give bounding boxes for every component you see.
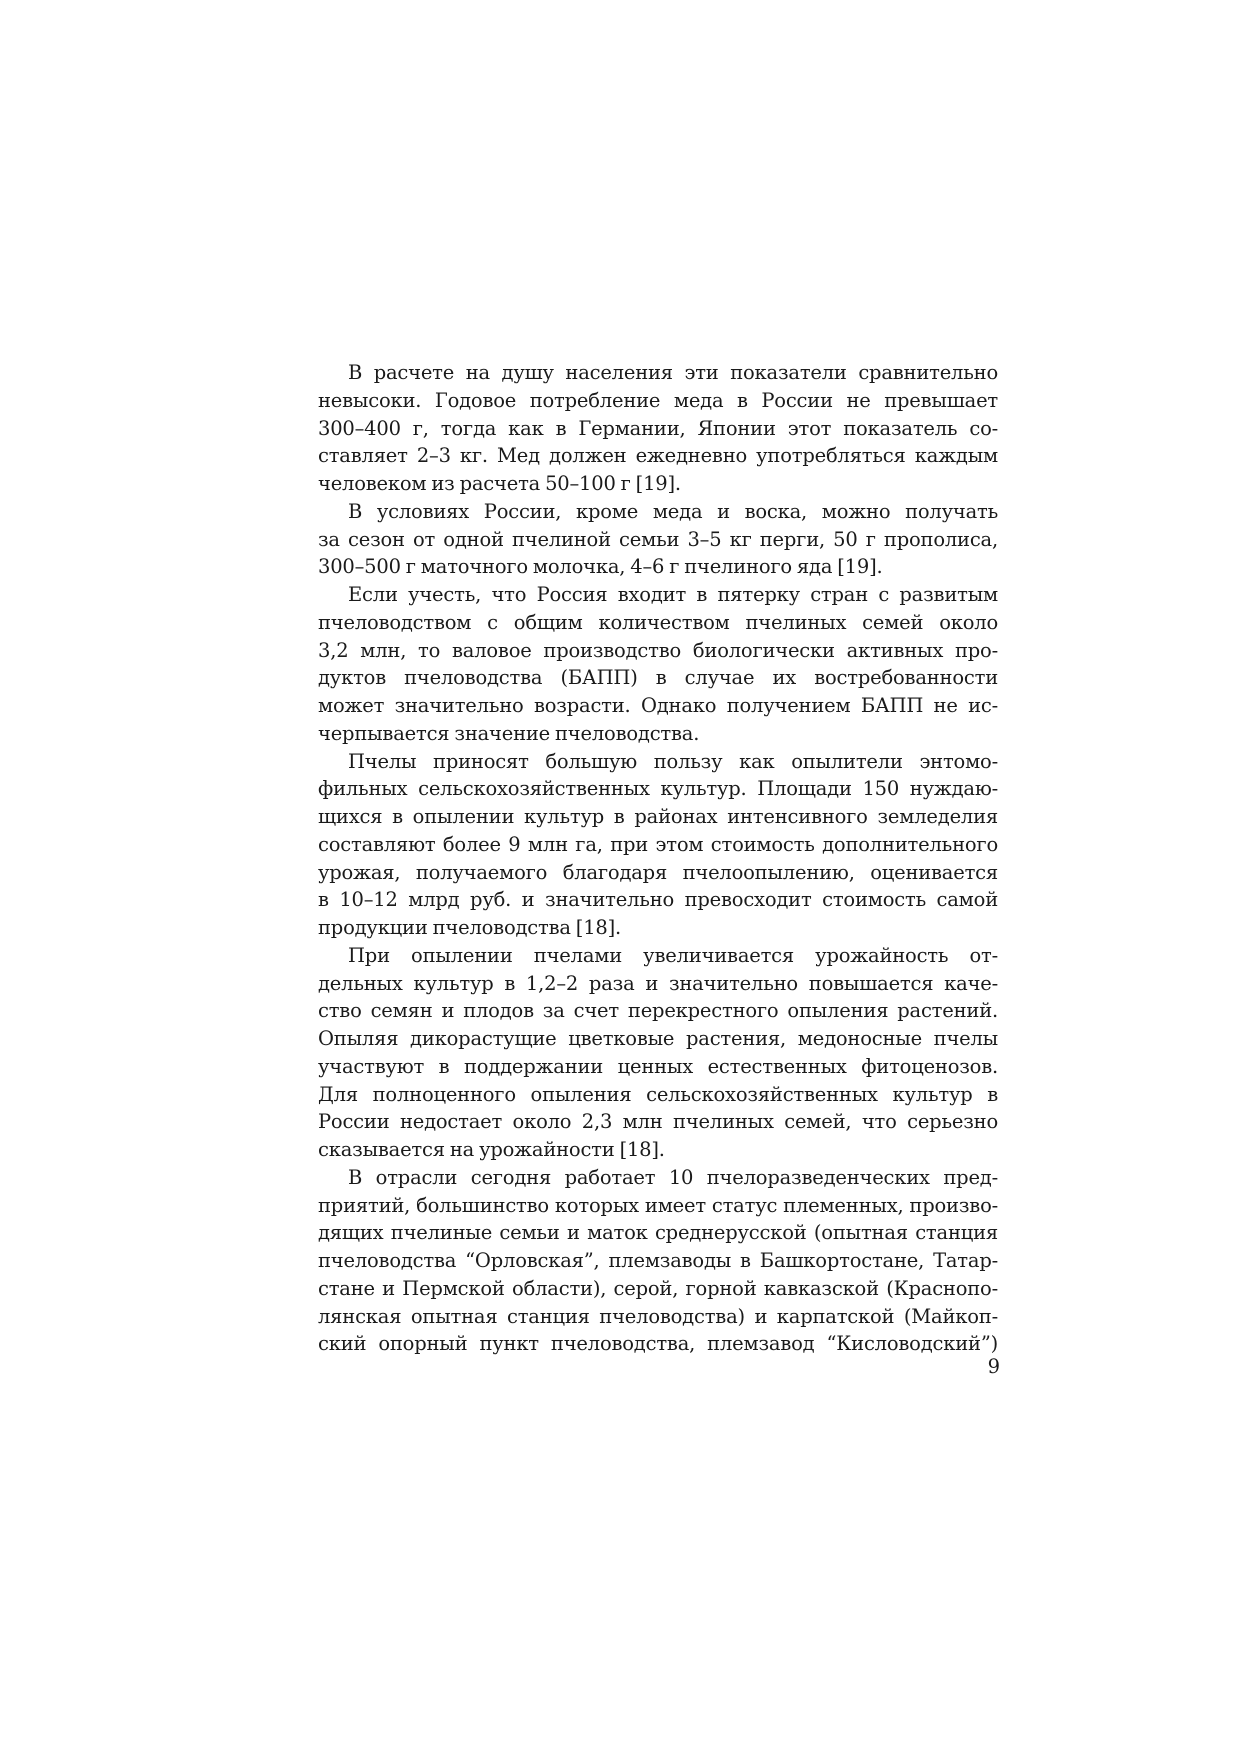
text-line: В отрасли сегодня работает 10 пчелоразведенческих пред- <box>348 1165 998 1189</box>
body-text <box>318 359 998 1358</box>
text-line: Опыляя дикорастущие цветковые растения, медоносные пчелы <box>318 1027 998 1050</box>
text-line: Пчелы приносят большую пользу как опылители энтомо- <box>348 749 998 773</box>
paragraph-2 <box>318 498 998 581</box>
text-line: стане и Пермской области), серой, горной кавказской (Краснопо- <box>318 1276 998 1300</box>
text-line: ский опорный пункт пчеловодства, племзавод “Кисловодский”) <box>318 1332 998 1356</box>
text-line: В условиях России, кроме меда и воска, можно получать <box>348 499 998 523</box>
text-line: дящих пчелиные семьи и маток среднерусской (опытная станция <box>318 1221 998 1245</box>
text-line: человеком из расчета 50–100 г [19]. <box>318 472 681 495</box>
paragraph-5 <box>318 942 998 1164</box>
paragraph-6 <box>318 1164 998 1358</box>
text-line: невысоки. Годовое потребление меда в России не превышает <box>318 388 998 412</box>
text-line: в 10–12 млрд руб. и значительно превосходит стоимость самой <box>318 888 998 912</box>
text-line: фильных сельскохозяйственных культур. Площади 150 нуждаю- <box>318 777 998 801</box>
text-line: приятий, большинство которых имеет статус племенных, произво- <box>318 1193 998 1217</box>
text-line: лянская опытная станция пчеловодства) и карпатской (Майкоп- <box>318 1304 998 1328</box>
text-line: дельных культур в 1,2–2 раза и значительно повышается каче- <box>318 971 998 995</box>
text-line: 300–500 г маточного молочка, 4–6 г пчелиного яда [19]. <box>318 555 883 579</box>
text-line: пчеловодства “Орловская”, племзаводы в Башкортостане, Татар- <box>318 1249 998 1272</box>
text-line: Для полноценного опыления сельскохозяйственных культур в <box>318 1082 998 1106</box>
text-line: дуктов пчеловодства (БАПП) в случае их востребованности <box>318 666 998 690</box>
text-line: может значительно возрасти. Однако получением БАПП не ис- <box>318 694 998 717</box>
text-line: щихся в опылении культур в районах интенсивного земледелия <box>318 805 998 828</box>
text-line: за сезон от одной пчелиной семьи 3–5 кг перги, 50 г прополиса, <box>318 527 998 551</box>
text-line: России недостает около 2,3 млн пчелиных семей, что серьезно <box>318 1110 998 1134</box>
text-line: пчеловодством с общим количеством пчелиных семей около <box>318 610 998 634</box>
text-line: участвуют в поддержании ценных естественных фитоценозов. <box>318 1054 998 1078</box>
text-line: В расчете на душу населения эти показатели сравнительно <box>348 361 998 384</box>
text-line: 3,2 млн, то валовое производство биологически активных про- <box>318 638 998 662</box>
text-line: составляют более 9 млн га, при этом стоимость дополнительного <box>318 832 998 856</box>
text-line: урожая, получаемого благодаря пчелоопылению, оценивается <box>318 860 998 884</box>
paragraph-3 <box>318 581 998 748</box>
paragraph-1 <box>318 359 998 498</box>
page-number: 9 <box>987 1355 1000 1378</box>
text-line: сказывается на урожайности [18]. <box>318 1138 665 1161</box>
text-line: продукции пчеловодства [18]. <box>318 916 622 939</box>
text-line: При опылении пчелами увеличивается урожайность от- <box>348 943 998 967</box>
paragraph-4 <box>318 748 998 942</box>
text-line: ство семян и плодов за счет перекрестного опыления растений. <box>318 999 998 1023</box>
text-line: Если учесть, что Россия входит в пятерку стран с развитым <box>348 583 998 606</box>
text-line: ставляет 2–3 кг. Мед должен ежедневно употребляться каждым <box>318 444 998 468</box>
text-line: 300–400 г, тогда как в Германии, Японии этот показатель со- <box>318 416 998 440</box>
text-line: черпывается значение пчеловодства. <box>318 721 700 745</box>
